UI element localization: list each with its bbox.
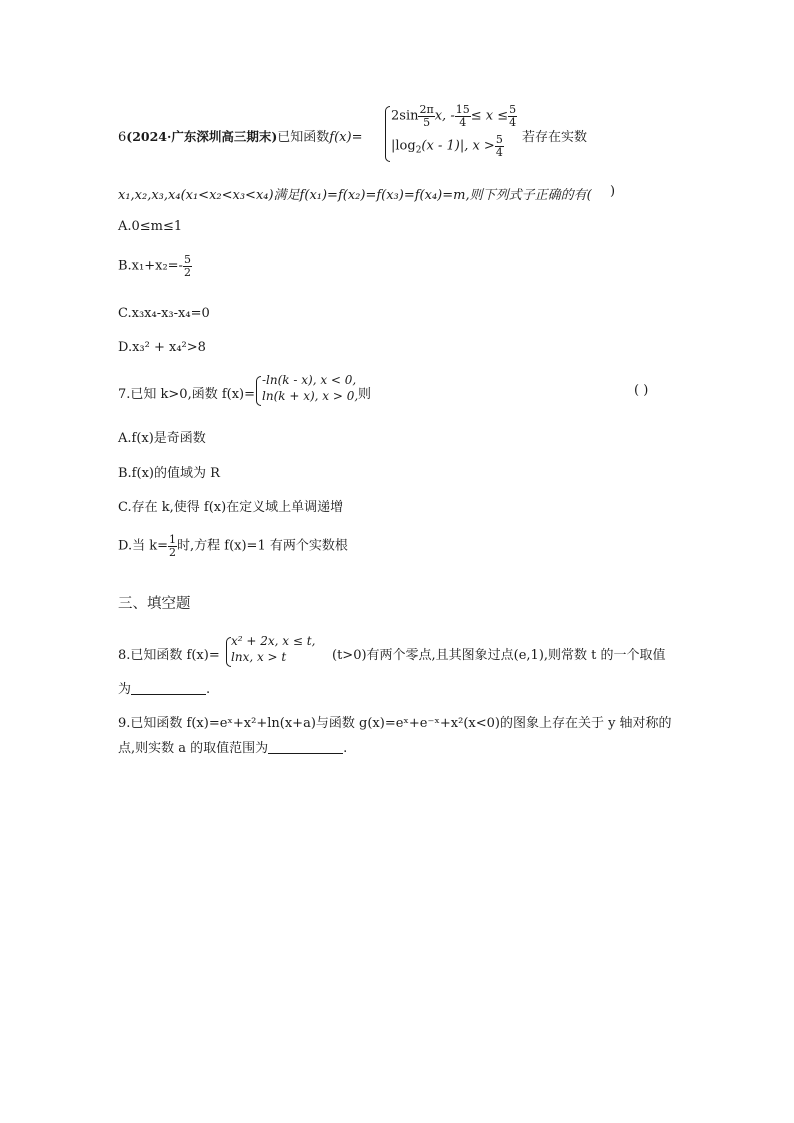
q8-case2: lnx, x > t xyxy=(231,650,287,664)
q6-paren-close: ) xyxy=(610,184,616,199)
q9-line2: 点,则实数 a 的取值范围为 . xyxy=(118,741,348,756)
q6-brace xyxy=(385,106,390,162)
q8-case1: x² + 2x, x ≤ t, xyxy=(231,634,316,648)
q6-source: (2024·广东深圳高三期末) xyxy=(126,129,278,144)
q6-fx: f(x)= xyxy=(329,130,363,145)
q7-option-b: B.f(x)的值域为 R xyxy=(118,466,220,481)
q9-answer-blank[interactable] xyxy=(268,753,343,754)
q7-tail: 则 xyxy=(358,387,372,402)
q9-line1: 9.已知函数 f(x)=eˣ+x²+ln(x+a)与函数 g(x)=eˣ+e⁻ˣ+x²(x<0)的图象上存在关于 y 轴对称的 xyxy=(118,716,672,731)
q6-option-c: C.x₃x₄-x₃-x₄=0 xyxy=(118,306,210,321)
q6-line2: x₁,x₂,x₃,x₄(x₁<x₂<x₃<x₄)满足f(x₁)=f(x₂)=f(x₃)=f(x₄)=m,则下列式子正确的有( xyxy=(118,188,592,203)
q7-case1: -ln(k - x), x < 0, xyxy=(262,373,357,387)
q7-case2: ln(k + x), x > 0, xyxy=(262,389,359,403)
q6-line1 xyxy=(118,104,598,162)
q6-option-b: B.x₁+x₂=- $\frac{5}{2}$ xyxy=(118,253,191,279)
section-title: 三、填空题 xyxy=(118,596,191,612)
q7-option-d: D.当 k= $\frac{1}{2}$ 时,方程 f(x)=1 有两个实数根 xyxy=(118,533,348,559)
q7-paren: ( ) xyxy=(634,383,649,398)
q7-option-a: A.f(x)是奇函数 xyxy=(118,431,206,446)
q6-number: 6 xyxy=(118,130,127,145)
q6-case2: $|\log_2(x - 1)|$, x > $\frac{5}{4}$ xyxy=(391,133,503,159)
q8-tail: (t>0)有两个零点,且其图象过点(e,1),则常数 t 的一个取值 xyxy=(332,648,666,663)
q6-case1: 2sin $\frac{2\pi}{5}$ x, - $\frac{15}{4}$ ≤ x ≤ $\frac{5}{4}$ xyxy=(391,103,517,129)
q7-option-c: C.存在 k,使得 f(x)在定义域上单调递增 xyxy=(118,500,344,515)
q6-option-d: D.x₃² + x₄²>8 xyxy=(118,340,206,355)
q7-stem: 7.已知 k>0,函数 f(x)= -ln(k - x), x < 0, ln(k + x), x > 0, 则 xyxy=(118,374,598,408)
q6-lead: 已知函数 xyxy=(277,130,330,145)
q6-option-a: A.0≤m≤1 xyxy=(118,219,183,234)
q8-line2: 为 . xyxy=(118,682,211,697)
q8-answer-blank[interactable] xyxy=(131,694,206,695)
q6-tail: 若存在实数 xyxy=(522,130,588,145)
q8-stem: 8.已知函数 f(x)= x² + 2x, x ≤ t, lnx, x > t (t>0)有两个零点,且其图象过点(e,1),则常数 t 的一个取值 xyxy=(118,635,678,669)
